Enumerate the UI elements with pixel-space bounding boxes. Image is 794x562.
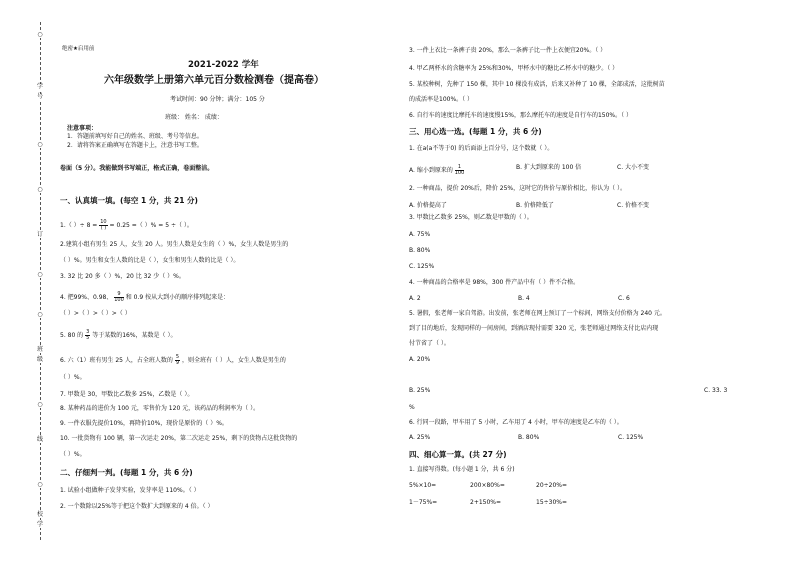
s3-q1-option-c: C. 大小不变 bbox=[617, 164, 650, 171]
section-3-title: 三、用心选一选。(每题 1 分，共 6 分) bbox=[409, 127, 542, 136]
note-1: 1．答题前填写好自己的姓名、班级、考号等信息。 bbox=[67, 133, 203, 140]
s3-q1: 1. 在a(a不等于0) 的后面添上百分号，这个数就（ ）。 bbox=[409, 145, 554, 152]
s3-q2-option-c: C. 价格不变 bbox=[617, 202, 650, 209]
s1-q10b: （ ）%。 bbox=[60, 451, 86, 458]
s1-q5-post: 等于某数的16%，某数是（ ）。 bbox=[92, 332, 177, 339]
s1-q2a: 2.建筑小组有男生 25 人，女生 20 人。男生人数是女生的（ ）%，女生人数是男生的 bbox=[60, 241, 289, 248]
s3-q6-option-c: C. 125% bbox=[618, 434, 644, 441]
s3-q1-option-b: B. 扩大到原来的 100 倍 bbox=[516, 164, 582, 171]
s1-q6-post: ，则全班有（ ）人，女生人数是男生的 bbox=[181, 357, 286, 364]
binding-circle: ○ bbox=[35, 272, 45, 278]
note-2: 2．请将答案正确填写在答题卡上，注意书写工整。 bbox=[67, 142, 203, 149]
s3-q5-option-c-percent: % bbox=[409, 404, 415, 411]
s1-q5-pre: 5. 80 的 bbox=[60, 332, 84, 339]
fraction-den: 100 bbox=[114, 297, 124, 303]
s4-sub1: 1. 直接写得数。(每小题 1 分，共 6 分) bbox=[409, 466, 515, 473]
section-4-title: 四、细心算一算。(共 27 分) bbox=[409, 450, 507, 459]
binding-margin bbox=[30, 22, 50, 540]
s3-q1-option-a bbox=[409, 165, 464, 176]
fraction bbox=[455, 165, 465, 176]
s2-q1: 1. 试验小组做种子发芽实验，发芽率是 110%。（ ） bbox=[60, 487, 200, 494]
s3-q3-option-b: B. 80% bbox=[409, 247, 431, 254]
binding-label: 订 bbox=[36, 231, 43, 238]
s3-q1-a-pre: A. 缩小到原来的 bbox=[409, 167, 453, 174]
s3-q5-option-b: B. 25% bbox=[409, 387, 431, 394]
s1-q4-pre: 4. 把99%、0.98、 bbox=[60, 294, 113, 301]
calc-1: 5%×10= bbox=[409, 482, 437, 489]
binding-circle: ○ bbox=[35, 187, 45, 193]
s1-q4 bbox=[60, 292, 229, 303]
binding-circle: ○ bbox=[35, 482, 45, 488]
s3-q5-option-c: C. 33. 3 bbox=[704, 387, 728, 394]
s1-q6-pre: 6. 六（1）班有男生 25 人，占全班人数的 bbox=[60, 357, 173, 364]
fraction-num: 10 bbox=[100, 219, 107, 225]
fraction-den: ( ) bbox=[100, 225, 107, 231]
paper-title: 六年级数学上册第六单元百分数检测卷（提高卷） bbox=[104, 75, 324, 86]
s3-q4-option-b: B. 4 bbox=[518, 295, 530, 302]
binding-circle: ○ bbox=[35, 312, 45, 318]
fraction bbox=[99, 220, 107, 231]
s2-q5a: 5. 某校种树，先种了 150 棵，其中 10 棵没有成活，后来又补种了 10 棵，全部成活，这批树苗 bbox=[409, 81, 665, 88]
s3-q6: 6. 行同一段路，甲车用了 5 小时，乙车用了 4 小时，甲车的速度是乙车的（ ）。 bbox=[409, 419, 623, 426]
s3-q5b: 到了目的地后，发现同样的一间房间，到酒店现付需要 320 元，张老师通过网络支付比店内现 bbox=[409, 325, 659, 332]
s1-q5 bbox=[60, 330, 176, 341]
binding-circle: ○ bbox=[35, 142, 45, 148]
fraction-den: 9 bbox=[175, 360, 180, 366]
binding-circle: ○ bbox=[35, 402, 45, 408]
s1-q6b: （ ）%。 bbox=[60, 374, 86, 381]
exam-info: 考试时间：90 分钟；满分：105 分 bbox=[170, 96, 265, 103]
s1-q4b: （ ）>（ ）>（ ）>（ ） bbox=[60, 310, 131, 317]
s1-q10a: 10. 一批货物有 100 辆，第一次运走 20%，第二次运走 25%，剩下的货物占这批货物的 bbox=[60, 435, 298, 442]
s3-q4-option-a: A. 2 bbox=[409, 295, 421, 302]
section-1-title: 一、认真填一填。(每空 1 分，共 21 分) bbox=[60, 196, 198, 205]
s3-q3: 3. 甲数比乙数多 25%，则乙数是甲数的（ ）。 bbox=[409, 214, 533, 221]
s1-q4-post: 和 0.9 按从大到小的顺序排列起来是： bbox=[125, 294, 230, 301]
calc-5: 2+150%= bbox=[470, 499, 502, 506]
s2-q3: 3. 一件上衣比一条裤子贵 20%，那么一条裤子比一件上衣便宜20%。（ ） bbox=[409, 47, 607, 54]
s1-q3: 3. 32 比 20 多（ ）%，20 比 32 少（ ）%。 bbox=[60, 273, 185, 280]
neatness-line: 卷面（5 分）。我能做到书写端正，格式正确，卷面整洁。 bbox=[60, 165, 214, 172]
fraction bbox=[114, 292, 124, 303]
s3-q3-option-c: C. 125% bbox=[409, 263, 435, 270]
s1-q9: 9. 一件衣服先提价10%，再降价10%，现价是原价的（ ）%。 bbox=[60, 420, 228, 427]
s3-q4-option-c: C. 6 bbox=[618, 295, 630, 302]
secret-label: 绝密★启用前 bbox=[62, 46, 95, 52]
s3-q5c: 付节省了（ ）。 bbox=[409, 340, 450, 347]
calc-6: 15÷30%= bbox=[536, 499, 568, 506]
fraction bbox=[175, 355, 180, 366]
s2-q2: 2. 一个数除以25%等于把这个数扩大到原来的 4 倍。（ ） bbox=[60, 503, 214, 510]
s3-q4: 4. 一种商品的合格率是 98%，300 件产品中有（ ）件不合格。 bbox=[409, 279, 580, 286]
fraction-num: 3 bbox=[86, 329, 90, 335]
s1-q1-post: = 0.25 =（ ）% = 5 ÷（ ）。 bbox=[109, 222, 193, 229]
s2-q5b: 的成活率是100%。（ ） bbox=[409, 96, 474, 103]
binding-label: 学 bbox=[36, 521, 43, 528]
calc-4: 1－75%= bbox=[409, 499, 438, 506]
binding-label: 线 bbox=[36, 436, 43, 443]
s3-q2-option-a: A. 价格提高了 bbox=[409, 202, 447, 209]
s1-q6 bbox=[60, 355, 286, 366]
year-title: 2021-2022 学年 bbox=[188, 60, 259, 70]
fraction-den: 5 bbox=[86, 335, 90, 341]
section-2-title: 二、仔细判一判。(每题 1 分，共 6 分) bbox=[60, 468, 193, 477]
binding-label: 号 bbox=[36, 93, 43, 100]
s1-q8: 8. 某种药品的进价为 100 元，零售价为 120 元，该药品的利润率为（ ）。 bbox=[60, 405, 260, 412]
s2-q6: 6. 自行车的速度比摩托车的速度慢15%，那么摩托车的速度是自行车的150%。（ ） bbox=[409, 112, 633, 119]
s1-q7: 7. 甲数是 30，甲数比乙数多 25%，乙数是（ ）。 bbox=[60, 391, 194, 398]
s3-q5-option-a: A. 20% bbox=[409, 356, 431, 363]
s1-q1-pre: 1.（ ）÷ 8 = bbox=[60, 222, 98, 229]
s1-q2b: （ ）%。男生和女生人数的比是（ ），女生和男生人数的比是（ ）。 bbox=[60, 257, 240, 264]
s3-q6-option-a: A. 25% bbox=[409, 434, 431, 441]
notes-title: 注意事项： bbox=[67, 125, 98, 132]
calc-2: 200×80%= bbox=[470, 482, 505, 489]
s3-q2: 2. 一种商品，提价 20%后，降价 25%，这时它的售价与原价相比，你认为（ ）。 bbox=[409, 185, 627, 192]
fraction-num: 1 bbox=[455, 165, 465, 171]
binding-label: 校 bbox=[36, 511, 43, 518]
s2-q4: 4. 甲乙两杯水的含糖率为 25%和30%，甲杯水中的糖比乙杯水中的糖少。（ ） bbox=[409, 65, 619, 72]
s3-q3-option-a: A. 75% bbox=[409, 231, 431, 238]
binding-label: 级 bbox=[36, 356, 43, 363]
calc-3: 20÷20%= bbox=[536, 482, 568, 489]
binding-circle: ○ bbox=[35, 32, 45, 38]
s3-q5a: 5. 暑假，张老师一家自驾游。出发前，张老师在网上预订了一个标间，网络支付价格为 240 元。 bbox=[409, 310, 666, 317]
s3-q2-option-b: B. 价格降低了 bbox=[516, 202, 554, 209]
fraction-num: 5 bbox=[175, 354, 180, 360]
binding-label: 学 bbox=[36, 83, 43, 90]
student-fields: 班级： 姓名： 成绩： bbox=[165, 114, 223, 121]
s3-q6-option-b: B. 80% bbox=[518, 434, 540, 441]
binding-label: 班 bbox=[36, 346, 43, 353]
fraction-num: 9 bbox=[114, 292, 124, 298]
s1-q1 bbox=[60, 220, 193, 231]
fraction bbox=[85, 330, 90, 341]
fraction-den: 100 bbox=[454, 170, 465, 176]
